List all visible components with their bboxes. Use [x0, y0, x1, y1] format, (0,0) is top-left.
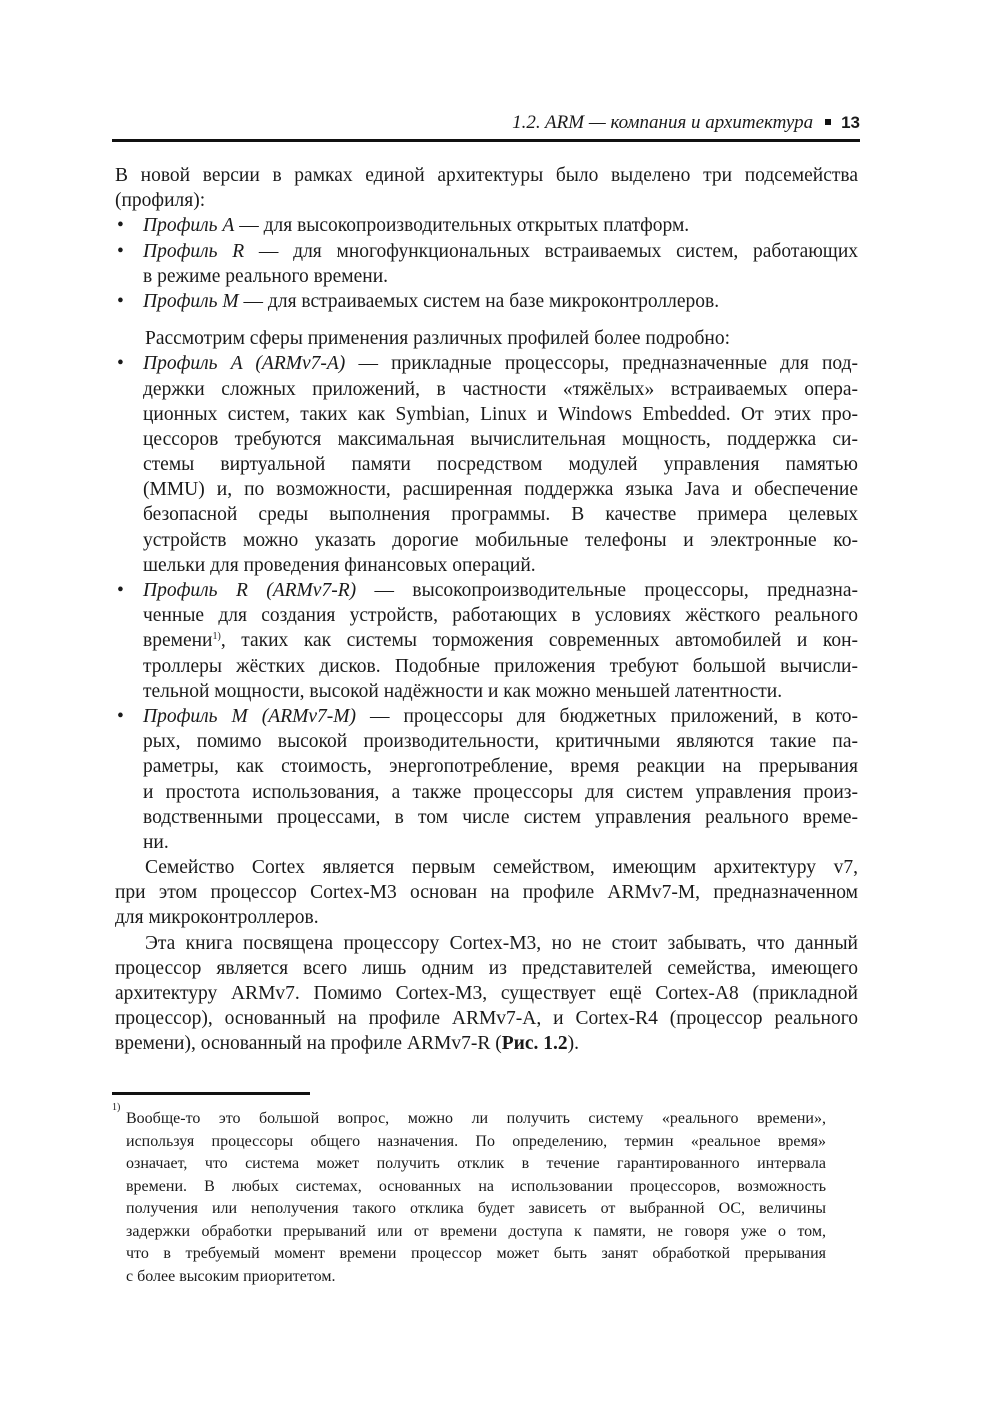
text-line: Профиль A — для высокопроизводительных открытых платформ. •: [143, 213, 858, 238]
text-line: процессор), основанный на профиле ARMv7-A, и Cortex-R4 (процессор реального: [115, 1008, 858, 1030]
footnote-line: получения или неполучения такого отклика будет зависеть от выбранной ОС, величины: [126, 1200, 826, 1217]
header-rule: [112, 139, 860, 142]
text-line: Профиль R — для многофункциональных встраиваемых систем, работающих •: [143, 239, 858, 264]
emphasis-term: Профиль A (ARMv7-A): [143, 353, 346, 375]
text-line: водственными процессами, в том числе систем управления реального време-: [143, 806, 858, 828]
square-separator-icon: [825, 119, 831, 125]
footnote-line: задержки обработки прерываний или от времени доступа к памяти, не говоря уже о том,: [126, 1222, 826, 1240]
text-line: Семейство Cortex является первым семейством, имеющим архитектуру v7,: [145, 857, 858, 879]
text-line: держки сложных приложений, в частности «тяжёлых» встраиваемых опера-: [143, 378, 858, 400]
footnote: [112, 1102, 826, 1288]
text-line: тельной мощности, высокой надёжности и как можно меньшей латентности.: [143, 680, 783, 702]
text-line: (профиля):: [115, 190, 206, 212]
text-line: времени$^{1)}$, таких как системы торможения современных автомобилей и кон-: [143, 630, 858, 652]
text-line: цессоров требуются максимальная вычислительная мощность, поддержка си-: [143, 428, 858, 450]
page-number: 13: [841, 113, 860, 132]
emphasis-term: Профиль M: [143, 290, 239, 312]
text-line: при этом процессор Cortex-M3 основан на профиле ARMv7-M, предназначенном: [115, 882, 858, 904]
text-line: архитектуру ARMv7. Помимо Cortex-M3, существует ещё Cortex-A8 (прикладной: [115, 983, 858, 1004]
text-line: шельки для проведения финансовых операций.: [143, 554, 536, 576]
text-line: рых, помимо высокой производительности, критичными являются такие па-: [143, 731, 858, 753]
bullet-icon: •: [117, 240, 124, 262]
text-line: Эта книга посвящена процессору Cortex-M3, но не стоит забывать, что данный: [145, 932, 858, 954]
paragraph: [115, 326, 858, 351]
bullet-item: [115, 578, 858, 704]
text-line: Профиль A (ARMv7-A) — прикладные процессоры, предназначенные для под- •: [143, 351, 858, 376]
bullet-item: [115, 289, 858, 314]
footnote-line: времени. В любых системах, основанных на использовании процессоров, возможность: [126, 1177, 826, 1195]
footnote-line: Вообще-то это большой вопрос, можно ли получить систему «реального времени», 1): [112, 1102, 826, 1127]
footnote-rule: [112, 1092, 310, 1095]
text-line: времени), основанный на профиле ARMv7-R (Рис. 1.2).: [115, 1033, 580, 1055]
emphasis-term: Профиль A: [143, 215, 235, 237]
emphasis-term: Профиль R: [143, 240, 245, 262]
bullet-item: [115, 704, 858, 855]
text-line: Профиль M — для встраиваемых систем на базе микроконтроллеров. •: [143, 289, 858, 314]
text-line: раметры, как стоимость, энергопотребление, время реакции на прерывания: [143, 756, 858, 778]
paragraph: [115, 855, 858, 931]
bullet-icon: •: [117, 705, 124, 727]
footnote-reference: 1): [212, 631, 221, 643]
text-line: троллеры жёстких дисков. Подобные приложения требуют большой вычисли-: [143, 655, 858, 677]
text-line: для микроконтроллеров.: [115, 907, 319, 929]
text-line: устройств можно указать дорогие мобильные телефоны и электронные ко-: [143, 529, 858, 551]
text-line: Рассмотрим сферы применения различных профилей более подробно:: [145, 328, 730, 350]
bullet-item: [115, 351, 858, 578]
emphasis-term: Профиль R (ARMv7-R): [143, 580, 357, 601]
bullet-item: [115, 239, 858, 289]
paragraph: [115, 931, 858, 1057]
bullet-icon: •: [117, 580, 124, 601]
text-line: В новой версии в рамках единой архитектуры было выделено три подсемейства: [115, 165, 858, 186]
text-line: ционных систем, таких как Symbian, Linux и Windows Embedded. От этих про-: [143, 403, 858, 425]
text-line: безопасной среды выполнения программы. В качестве примера целевых: [143, 504, 858, 526]
figure-reference: Рис. 1.2: [501, 1033, 568, 1055]
text-line: ченные для создания устройств, работающих в условиях жёсткого реального: [143, 605, 858, 627]
footnote-line: используя процессоры общего назначения. По определению, термин «реальное время»: [126, 1132, 826, 1150]
text-line: процессор является всего лишь одним из представителей семейства, имеющего: [115, 957, 858, 979]
text-line: ни.: [143, 831, 169, 853]
text-line: Профиль M (ARMv7-M) — процессоры для бюджетных приложений, в кото- •: [143, 704, 858, 729]
bullet-icon: •: [117, 215, 124, 237]
text-line: и простота использования, а также процессоры для систем управления произ-: [143, 781, 858, 803]
body-text: [115, 163, 858, 1057]
bullet-item: [115, 213, 858, 238]
bullet-icon: •: [117, 290, 124, 312]
emphasis-term: Профиль M (ARMv7-M): [143, 705, 356, 727]
text-line: (MMU) и, по возможности, расширенная поддержка языка Java и обеспечение: [143, 479, 858, 501]
paragraph: [115, 163, 858, 213]
paragraph-gap: [115, 314, 858, 326]
bullet-icon: •: [117, 353, 124, 375]
header-title: 1.2. ARM — компания и архитектура: [512, 112, 814, 133]
footnote-line: означает, что система может получить отклик в течение гарантированного интервала: [126, 1155, 826, 1172]
text-line: Профиль R (ARMv7-R) — высокопроизводительные процессоры, предназна- •: [143, 578, 858, 603]
text-line: в режиме реального времени.: [143, 265, 389, 287]
footnote-line: что в требуемый момент времени процессор может быть занят обработкой прерывания: [126, 1245, 826, 1262]
text-line: стемы виртуальной памяти посредством модулей управления памятью: [143, 454, 858, 476]
running-header: [112, 110, 860, 136]
footnote-line: с более высоким приоритетом.: [126, 1267, 336, 1285]
